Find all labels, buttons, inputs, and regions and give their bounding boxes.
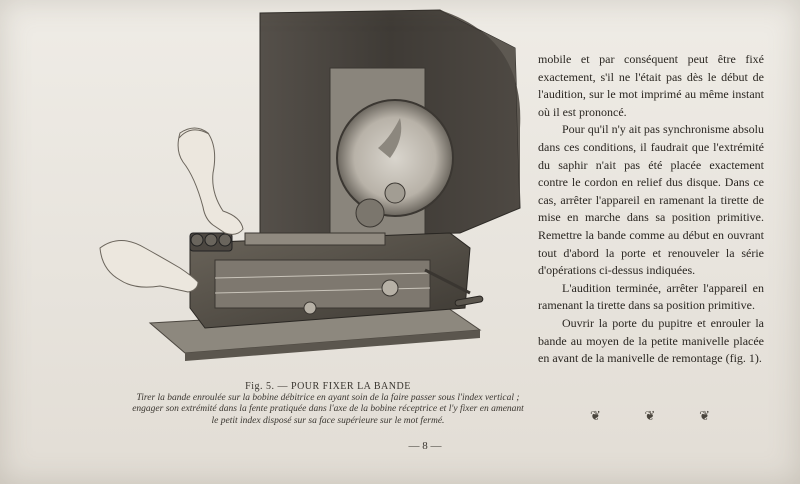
hand-upper [178, 128, 243, 234]
paragraph-3: L'audition terminée, arrêter l'appareil en ramenant la tirette dans sa position primitive. [538, 280, 764, 313]
body-text-column [538, 51, 764, 368]
figure-caption [128, 381, 528, 427]
hand-lower [100, 241, 198, 293]
page-number: — 8 — [408, 440, 442, 452]
ornament-row [590, 408, 710, 424]
figure-title: Fig. 5. — POUR FIXER LA BANDE [245, 381, 411, 392]
fleuron-icon: ❦ [699, 408, 710, 423]
phonograph-illustration [95, 8, 525, 373]
fleuron-icon: ❦ [644, 408, 656, 423]
paragraph-4: Ouvrir la porte du pupitre et enrouler la bande au moyen de la petite manivelle placée en avant de la manivelle de remontage (fig. 1). [538, 315, 764, 366]
paragraph-2: Pour qu'il n'y ait pas synchronisme absolu dans ces conditions, il faudrait que l'extrémité du saphir n'ait pas été placée exactement contre le cordon en relief dus disque. Dans ce cas, arrêter l'appareil en ramenant la tirette de mise en marche dans sa position primitive. Remettre la bande comme au début en ouvrant tout d'abord la porte et renouveler la série d'opérations ci-dessus indiquées. [538, 122, 764, 278]
figure-illustration [95, 8, 525, 373]
fleuron-icon: ❦ [590, 408, 601, 423]
paragraph-1: mobile et par conséquent peut être fixé exactement, s'il ne l'était pas dès le début de l'audition, sur le mot imprimé au même instant où il est prononcé. [538, 52, 764, 119]
figure-caption-text: Tirer la bande enroulée sur la bobine débitrice en ayant soin de la faire passer sous l'index vertical ; engager son extrémité dans la fente pratiquée dans l'axe de la bobine réceptrice et l'y fixer en amenant le petit index disposé sur sa face supérieure sur le mot fermé. [132, 392, 524, 426]
